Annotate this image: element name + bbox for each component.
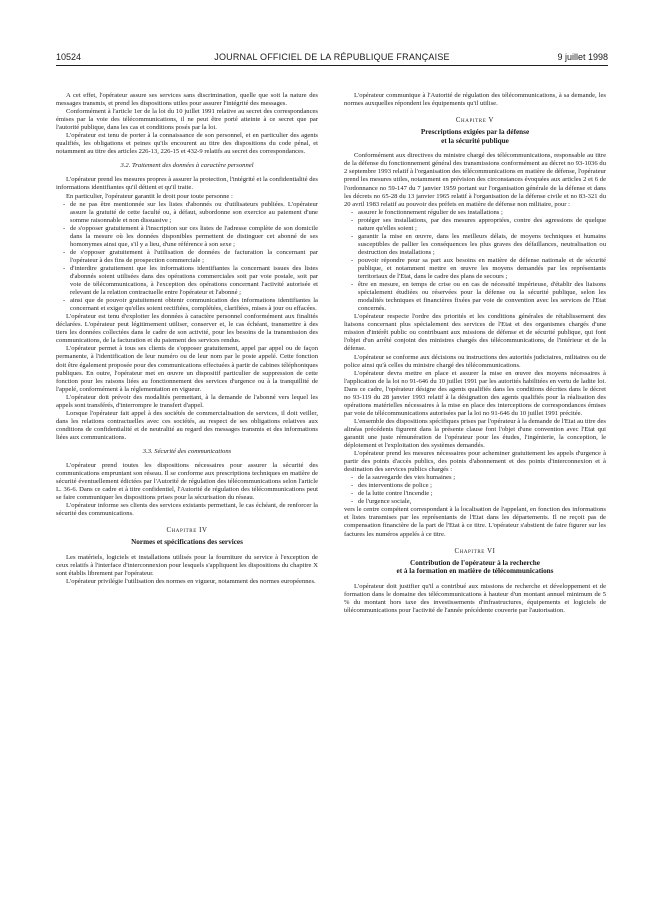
paragraph: L'opérateur doit prévoir des modalités permettant, à la demande de l'abonné vers lequel les appels sont transférés, d'interrompre le transfert d'appel. xyxy=(56,393,318,409)
chapter-title-line: Contribution de l'opérateur à la recherche xyxy=(410,558,540,567)
list-item: - d'interdire gratuitement que les informations identifiantes la concernant issues des listes d'abonnés soient utilisées dans des opérations commerciales soit par voie postale, soit par voie de télécommunications, à l'exception des opérations concernant l'activité autorisée et relevant de la relation contractuelle entre l'opérateur et l'abonné ; xyxy=(64,265,318,297)
list-item: - des interventions de police ; xyxy=(352,482,606,490)
list-item: - garantir la mise en œuvre, dans les meilleurs délais, de moyens techniques et humains susceptibles de pallier les conséquences les plus graves des défaillances, neutralisation ou destruction des installations ; xyxy=(352,233,606,257)
list-item: - assurer le fonctionnement régulier de ses installations ; xyxy=(352,209,606,217)
paragraph: L'opérateur se conforme aux décisions ou instructions des autorités judiciaires, militaires ou de police ainsi qu'à celles du ministre chargé des télécommunications. xyxy=(344,353,606,369)
paragraph: L'opérateur permet à tous ses clients de s'opposer gratuitement, appel par appel ou de façon permanente, à l'identification de leur numéro ou de leur nom par le poste appelé. Cette fonction doit être également proposée pour des communications effectuées à partir de cabines téléphoniques publiques. En outre, l'opérateur met en œuvre un dispositif particulier de suppression de cette fonction pour les raisons liées au fonctionnement des services d'urgence ou à la tranquillité de l'appelé, conformément à la réglementation en vigueur. xyxy=(56,345,318,393)
page-number: 10524 xyxy=(56,52,82,62)
chapter-label: Chapitre VI xyxy=(454,547,496,555)
paragraph: A cet effet, l'opérateur assure ses services sans discrimination, quelle que soit la nature des messages transmis, et prend les dispositions utiles pour assurer l'intégrité des messages. xyxy=(56,92,318,108)
chapter-title-line: et à la formation en matière de télécommunications xyxy=(396,567,554,576)
list-item: - être en mesure, en temps de crise ou en cas de nécessité impérieuse, d'établir des liaisons spécialement étudiées ou réservées pour la défense ou la sécurité publique, selon les modalités techniques et financières fixées par voie de convention avec les services de l'Etat concernés. xyxy=(352,281,606,313)
list-item: - de l'urgence sociale, xyxy=(352,498,606,506)
list-item: - ainsi que de pouvoir gratuitement obtenir communication des informations identifiantes la concernant et exiger qu'elles soient rectifiées, complétées, clarifiées, mises à jour ou effacées. xyxy=(64,297,318,313)
paragraph: Conformément à l'article 1er de la loi du 10 juillet 1991 relative au secret des correspondances émises par la voie des télécommunications, il ne peut être porté atteinte à ce secret que par l'autorité publique, dans les cas et conditions posés par la loi. xyxy=(56,108,318,132)
journal-title: JOURNAL OFFICIEL DE LA RÉPUBLIQUE FRANÇAISE xyxy=(214,52,450,62)
paragraph: L'ensemble des dispositions spécifiques prises par l'opérateur à la demande de l'Etat au titre des alinéas précédents figurent dans la présente clause font l'objet d'une convention avec l'Etat qui garantit une juste rémunération de l'opérateur pour les études, l'ingénierie, la conception, le déploiement et l'exploitation des systèmes demandés. xyxy=(344,417,606,450)
rights-list xyxy=(56,201,318,314)
section-heading: 3.2. Traitement des données à caractère personnel xyxy=(120,162,254,170)
chapter-title: Normes et spécifications des services xyxy=(131,538,243,547)
paragraph: L'opérateur devra mettre en place et assurer la mise en œuvre des moyens nécessaires à l'application de la loi no 91-646 du 10 juillet 1991 par les autorités habilitées en vertu de ladite loi. Dans ce cadre, l'opérateur désigne des agents qualifiés dans les conditions décrites dans le décret no 93-119 du 28 janvier 1993 relatif à la désignation des agents qualifiés pour la réalisation des opérations matérielles nécessaires à la mise en place des interceptions de correspondances émises par voie de télécommunications autorisées par la loi no 91-646 du 10 juillet 1991 précitée. xyxy=(344,369,606,417)
paragraph: L'opérateur prend toutes les dispositions nécessaires pour assurer la sécurité des communications empruntant son réseau. Il se conforme aux prescriptions techniques en matière de sécurité éventuellement édictées par l'Autorité de régulation des télécommunications selon l'article L. 36-6. Dans ce cadre et à titre confidentiel, l'Autorité de régulation des télécommunications peut se faire communiquer les dispositions prises pour la sécurisation du réseau. xyxy=(56,462,318,502)
list-item: - de s'opposer gratuitement à l'inscription sur ces listes de l'adresse complète de son domicile dans la mesure où les données disponibles permettent de distinguer cet abonné de ses homonymes ainsi que, s'il y a lieu, d'une référence à son sexe ; xyxy=(64,225,318,249)
paragraph: Lorsque l'opérateur fait appel à des sociétés de commercialisation de services, il doit veiller, dans les relations contractuelles avec ces sociétés, au respect de ses obligations relatives aux conditions de confidentialité et de neutralité au regard des messages transmis et des informations liées aux communications. xyxy=(56,409,318,441)
paragraph: En particulier, l'opérateur garantit le droit pour toute personne : xyxy=(66,192,233,200)
paragraph: L'opérateur est tenu de porter à la connaissance de son personnel, et en particulier des agents qualifiés, les obligations et peines qu'ils encourent au titre des dispositions du code pénal, et notamment au titre des articles 226-13, 226-15 et 432-9 relatifs au secret des correspondances. xyxy=(56,132,318,156)
paragraph: L'opérateur doit justifier qu'il a contribué aux missions de recherche et développement et de formation dans le domaine des télécommunications à hauteur d'un montant annuel minimum de 5 % du montant hors taxe des investissements d'infrastructures, équipements et logiciels de télécommunications pour l'activité de l'année précédente couverte par l'autorisation. xyxy=(344,582,606,614)
emergency-services-list xyxy=(344,474,606,506)
paragraph: L'opérateur prend les mesures propres à assurer la protection, l'intégrité et la confidentialité des informations identifiantes qu'il détient et qu'il traite. xyxy=(56,176,318,192)
publication-date: 9 juillet 1998 xyxy=(557,52,608,62)
header-rule xyxy=(56,65,608,66)
defense-measures-list xyxy=(344,209,606,314)
page-header xyxy=(56,52,608,64)
paragraph: L'opérateur privilégie l'utilisation des normes en vigueur, notamment des normes européennes. xyxy=(66,578,316,586)
list-item: - pouvoir répondre pour sa part aux besoins en matière de défense nationale et de sécurité publique, et notamment mettre en œuvre les moyens demandés par les représentants territoriaux de l'Etat, dans le cadre des plans de secours ; xyxy=(352,257,606,281)
left-column xyxy=(56,92,318,586)
chapter-label: Chapitre IV xyxy=(166,527,208,535)
list-item: - de ne pas être mentionnée sur les listes d'abonnés ou d'utilisateurs publiées. L'opérateur assure la gratuité de cette faculté ou, à défaut, subordonne son exercice au paiement d'une somme raisonnable et non dissuasive ; xyxy=(64,201,318,225)
chapter-label: Chapitre V xyxy=(455,117,495,125)
paragraph: L'opérateur informe ses clients des services existants permettant, le cas échéant, de renforcer la sécurité des communications. xyxy=(56,502,318,518)
right-column xyxy=(344,92,606,615)
paragraph: L'opérateur prend les mesures nécessaires pour acheminer gratuitement les appels d'urgence à partir des points d'accès publics, des points d'abonnement et des points d'interconnexion et à destination des services publics chargés : xyxy=(344,450,606,474)
list-item: - de s'opposer gratuitement à l'utilisation de données de facturation la concernant par l'opérateur à des fins de prospection commerciale ; xyxy=(64,249,318,265)
paragraph: L'opérateur respecte l'ordre des priorités et les conditions générales de rétablissement des liaisons concernant plus spécialement des services de l'Etat et des organismes chargés d'une mission d'intérêt public ou contribuant aux missions de défense et de sécurité publique, qui font l'objet d'un arrêté conjoint des ministres chargés des télécommunications, de l'intérieur et de la défense. xyxy=(344,313,606,353)
list-item: - de la lutte contre l'incendie ; xyxy=(352,490,606,498)
chapter-title-line: Prescriptions exigées par la défense xyxy=(420,128,530,137)
paragraph: L'opérateur est tenu d'exploiter les données à caractère personnel conformément aux finalités déclarées. L'opérateur peut légitimement utiliser, conserver et, le cas échéant, transmettre à des tiers les données collectées dans le cadre de son activité, pour les besoins de la transmission des communications, de la facturation et du paiement des services rendus. xyxy=(56,313,318,345)
paragraph: Les matériels, logiciels et installations utilisés pour la fourniture du service à l'exception de ceux relatifs à l'interface d'interconnexion pour lesquels s'appliquent les dispositions du chapitre X sont établis librement par l'opérateur. xyxy=(56,553,318,578)
section-heading: 3.3. Sécurité des communications xyxy=(142,447,232,455)
paragraph: L'opérateur communique à l'Autorité de régulation des télécommunications, à sa demande, les normes auxquelles répondent les équipements qu'il utilise. xyxy=(344,92,606,108)
chapter-title xyxy=(344,128,606,145)
paragraph: vers le centre compétent correspondant à la localisation de l'appelant, en fonction des informations et listes transmises par les représentants de l'Etat dans les départements. Il ne reçoit pas de compensation financière de la part de l'Etat à ce titre. L'opérateur s'abstient de faire figurer sur les factures les numéros appelés à ce titre. xyxy=(344,506,606,538)
paragraph: Conformément aux directives du ministre chargé des télécommunications, responsable au titre de la défense du fonctionnement général des transmissions conformément au décret no 93-1036 du 2 septembre 1993 relatif à l'organisation des télécommunications en matière de défense, l'opérateur prend les mesures utiles, notamment en prévision des circonstances évoquées aux articles 2 et 6 de l'ordonnance no 59-147 du 7 janvier 1959 portant sur l'organisation générale de la défense et dans les décrets no 65-28 du 13 janvier 1965 relatif à l'organisation de la défense civile et no 83-321 du 20 avril 1983 relatif au pouvoir des préfets en matière de défense non militaire, pour : xyxy=(344,152,606,208)
list-item: - de la sauvegarde des vies humaines ; xyxy=(352,474,606,482)
list-item: - protéger ses installations, par des mesures appropriées, contre des agressions de quelque nature qu'elles soient ; xyxy=(352,217,606,233)
chapter-title-line: et la sécurité publique xyxy=(441,136,509,145)
chapter-title xyxy=(344,559,606,576)
